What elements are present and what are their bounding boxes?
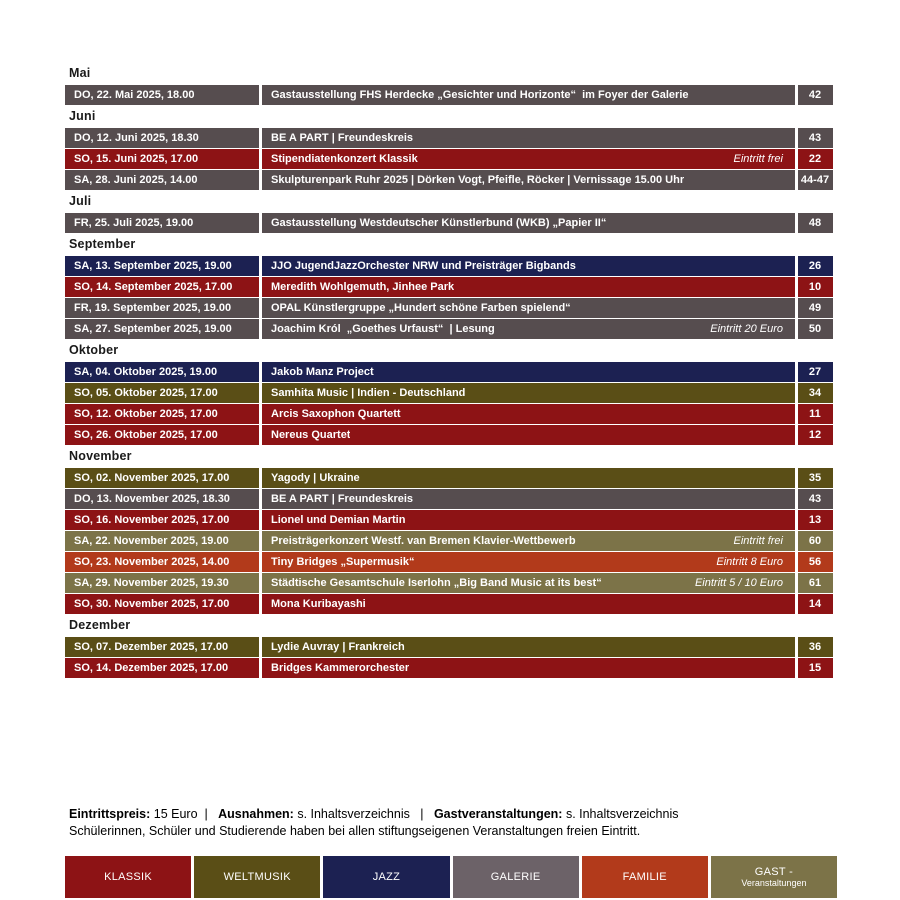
event-title: Skulpturenpark Ruhr 2025 | Dörken Vogt, Pfeifle, Röcker | Vernissage 15.00 Uhr	[271, 174, 685, 186]
event-row	[65, 594, 833, 614]
month-section	[65, 66, 833, 105]
event-date: SO, 02. November 2025, 17.00	[65, 468, 259, 488]
event-date: SO, 14. Dezember 2025, 17.00	[65, 658, 259, 678]
event-title: Nereus Quartet	[271, 429, 351, 441]
event-title-cell	[262, 404, 795, 424]
event-title-cell	[262, 128, 795, 148]
event-title: Bridges Kammerorchester	[271, 662, 410, 674]
event-page-number: 49	[798, 298, 833, 318]
event-title: Yagody | Ukraine	[271, 472, 360, 484]
event-date: SA, 29. November 2025, 19.30	[65, 573, 259, 593]
event-title: Samhita Music | Indien - Deutschland	[271, 387, 466, 399]
legend-tile	[323, 856, 449, 898]
event-title-cell	[262, 637, 795, 657]
event-row	[65, 298, 833, 318]
event-title-cell	[262, 425, 795, 445]
event-title: OPAL Künstlergruppe „Hundert schöne Farben spielend“	[271, 302, 571, 314]
event-page-number: 14	[798, 594, 833, 614]
event-page-number: 26	[798, 256, 833, 276]
event-title: JJO JugendJazzOrchester NRW und Preisträger Bigbands	[271, 260, 576, 272]
event-date: SO, 07. Dezember 2025, 17.00	[65, 637, 259, 657]
event-page-number: 43	[798, 489, 833, 509]
legend-tile-label: FAMILIE	[622, 871, 667, 883]
event-title-cell	[262, 170, 795, 190]
event-row	[65, 85, 833, 105]
event-title-cell	[262, 552, 795, 572]
event-row	[65, 489, 833, 509]
event-title: Meredith Wohlgemuth, Jinhee Park	[271, 281, 455, 293]
event-price-note: Eintritt 8 Euro	[716, 556, 783, 568]
event-title-cell	[262, 213, 795, 233]
month-section	[65, 449, 833, 614]
month-section	[65, 237, 833, 339]
event-title-cell	[262, 298, 795, 318]
month-heading: Oktober	[69, 343, 119, 357]
month-heading: September	[69, 237, 136, 251]
legend-tile	[194, 856, 320, 898]
event-date: SO, 14. September 2025, 17.00	[65, 277, 259, 297]
event-page-number: 11	[798, 404, 833, 424]
event-date: SO, 16. November 2025, 17.00	[65, 510, 259, 530]
event-page-number: 36	[798, 637, 833, 657]
month-rows	[65, 128, 833, 190]
month-rows	[65, 362, 833, 445]
event-page-number: 15	[798, 658, 833, 678]
event-row	[65, 362, 833, 382]
event-title-cell	[262, 468, 795, 488]
event-title-cell	[262, 658, 795, 678]
event-title-cell	[262, 573, 795, 593]
event-date: FR, 19. September 2025, 19.00	[65, 298, 259, 318]
event-title-cell	[262, 149, 795, 169]
event-title: BE A PART | Freundeskreis	[271, 493, 414, 505]
legend-tile	[711, 856, 837, 898]
legend-tile-label: GAST -	[754, 866, 794, 878]
event-page-number: 42	[798, 85, 833, 105]
month-heading: Juli	[69, 194, 92, 208]
event-date: SA, 27. September 2025, 19.00	[65, 319, 259, 339]
event-price-note: Eintritt 20 Euro	[710, 323, 783, 335]
event-page-number: 43	[798, 128, 833, 148]
event-date: SA, 22. November 2025, 19.00	[65, 531, 259, 551]
event-date: DO, 12. Juni 2025, 18.30	[65, 128, 259, 148]
month-rows	[65, 85, 833, 105]
event-title: Tiny Bridges „Supermusik“	[271, 556, 415, 568]
event-date: SA, 04. Oktober 2025, 19.00	[65, 362, 259, 382]
event-row	[65, 383, 833, 403]
event-page-number: 10	[798, 277, 833, 297]
event-title-cell	[262, 319, 795, 339]
event-row	[65, 170, 833, 190]
footer-students-line: Schülerinnen, Schüler und Studierende haben bei allen stiftungseigenen Veranstaltungen freien Eintritt.	[69, 824, 641, 838]
event-title: Städtische Gesamtschule Iserlohn „Big Band Music at its best“	[271, 577, 602, 589]
month-section	[65, 343, 833, 445]
month-rows	[65, 213, 833, 233]
event-date: FR, 25. Juli 2025, 19.00	[65, 213, 259, 233]
event-page-number: 22	[798, 149, 833, 169]
event-title-cell	[262, 85, 795, 105]
category-legend	[65, 856, 837, 898]
event-page-number: 12	[798, 425, 833, 445]
legend-tile	[453, 856, 579, 898]
event-date: SO, 12. Oktober 2025, 17.00	[65, 404, 259, 424]
month-rows	[65, 468, 833, 614]
event-title-cell	[262, 531, 795, 551]
month-rows	[65, 256, 833, 339]
event-date: SO, 15. Juni 2025, 17.00	[65, 149, 259, 169]
month-section	[65, 109, 833, 190]
event-row	[65, 256, 833, 276]
month-section	[65, 618, 833, 678]
event-page-number: 35	[798, 468, 833, 488]
event-title: Stipendiatenkonzert Klassik	[271, 153, 418, 165]
event-date: DO, 22. Mai 2025, 18.00	[65, 85, 259, 105]
event-page-number: 27	[798, 362, 833, 382]
event-row	[65, 404, 833, 424]
month-rows	[65, 637, 833, 678]
event-date: DO, 13. November 2025, 18.30	[65, 489, 259, 509]
event-title-cell	[262, 383, 795, 403]
footer-pricing-line: Eintrittspreis: 15 Euro | Ausnahmen: s. Inhaltsverzeichnis | Gastveranstaltungen: s. Inhaltsverzeichnis	[69, 807, 679, 821]
event-row	[65, 510, 833, 530]
event-date: SA, 28. Juni 2025, 14.00	[65, 170, 259, 190]
event-title: Gastausstellung Westdeutscher Künstlerbund (WKB) „Papier II“	[271, 217, 607, 229]
legend-tile-label: WELTMUSIK	[223, 871, 291, 883]
event-title: Mona Kuribayashi	[271, 598, 366, 610]
event-row	[65, 637, 833, 657]
event-row	[65, 552, 833, 572]
event-title-cell	[262, 510, 795, 530]
event-page-number: 60	[798, 531, 833, 551]
event-title: Gastausstellung FHS Herdecke „Gesichter und Horizonte“ im Foyer der Galerie	[271, 89, 689, 101]
event-title: Jakob Manz Project	[271, 366, 374, 378]
legend-tile	[65, 856, 191, 898]
event-schedule-table	[65, 66, 833, 679]
month-heading: Mai	[69, 66, 91, 80]
event-row	[65, 658, 833, 678]
event-page-number: 56	[798, 552, 833, 572]
event-row	[65, 213, 833, 233]
event-row	[65, 573, 833, 593]
event-page-number: 61	[798, 573, 833, 593]
event-title: BE A PART | Freundeskreis	[271, 132, 414, 144]
month-heading: Juni	[69, 109, 96, 123]
event-title-cell	[262, 489, 795, 509]
footer-notes	[69, 806, 679, 840]
event-page-number: 44-47	[798, 170, 833, 190]
event-title: Joachim Król „Goethes Urfaust“ | Lesung	[271, 323, 495, 335]
legend-tile-label: KLASSIK	[104, 871, 153, 883]
event-title-cell	[262, 277, 795, 297]
month-section	[65, 194, 833, 233]
event-row	[65, 128, 833, 148]
event-title: Preisträgerkonzert Westf. van Bremen Klavier-Wettbewerb	[271, 535, 576, 547]
event-row	[65, 277, 833, 297]
month-heading: November	[69, 449, 132, 463]
event-page-number: 48	[798, 213, 833, 233]
event-title-cell	[262, 594, 795, 614]
legend-tile	[582, 856, 708, 898]
event-row	[65, 531, 833, 551]
legend-tile-label: JAZZ	[372, 871, 401, 883]
month-heading: Dezember	[69, 618, 131, 632]
event-price-note: Eintritt 5 / 10 Euro	[694, 577, 783, 589]
event-row	[65, 468, 833, 488]
event-page-number: 13	[798, 510, 833, 530]
event-row	[65, 319, 833, 339]
event-date: SA, 13. September 2025, 19.00	[65, 256, 259, 276]
event-page-number: 34	[798, 383, 833, 403]
event-date: SO, 05. Oktober 2025, 17.00	[65, 383, 259, 403]
event-date: SO, 26. Oktober 2025, 17.00	[65, 425, 259, 445]
event-title-cell	[262, 362, 795, 382]
event-row	[65, 149, 833, 169]
event-title: Lydie Auvray | Frankreich	[271, 641, 405, 653]
event-date: SO, 30. November 2025, 17.00	[65, 594, 259, 614]
event-title: Lionel und Demian Martin	[271, 514, 406, 526]
event-title-cell	[262, 256, 795, 276]
event-price-note: Eintritt frei	[733, 153, 783, 165]
legend-tile-sublabel: Veranstaltungen	[741, 878, 807, 888]
event-row	[65, 425, 833, 445]
event-price-note: Eintritt frei	[733, 535, 783, 547]
event-date: SO, 23. November 2025, 14.00	[65, 552, 259, 572]
event-page-number: 50	[798, 319, 833, 339]
legend-tile-label: GALERIE	[490, 871, 541, 883]
event-title: Arcis Saxophon Quartett	[271, 408, 401, 420]
